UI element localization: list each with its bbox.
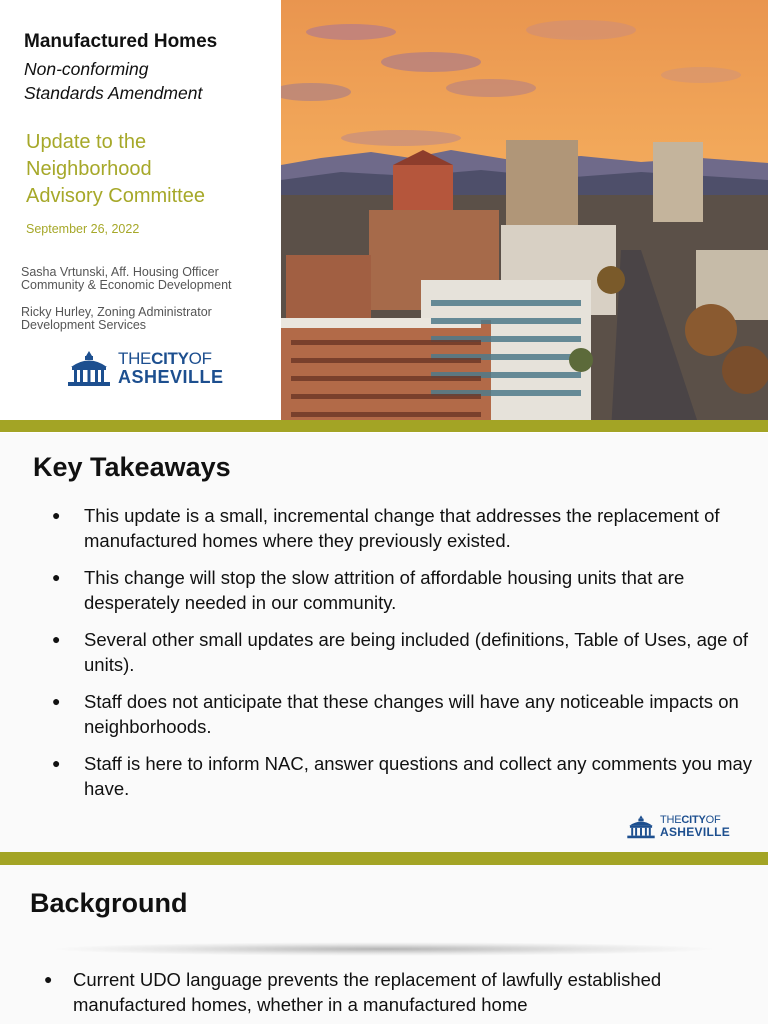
bullet-icon: ● bbox=[52, 693, 61, 709]
presenter-2 bbox=[21, 306, 212, 332]
city-hall-icon bbox=[626, 814, 656, 839]
logo-line-2: ASHEVILLE bbox=[660, 825, 731, 839]
list-item: ● This change will stop the slow attrition of affordable housing units that are desperately needed in our community. bbox=[52, 567, 685, 613]
bullet-icon: ● bbox=[44, 971, 53, 987]
bullet-icon: ● bbox=[52, 755, 61, 771]
city-hall-icon bbox=[66, 349, 112, 387]
presentation-title: Manufactured Homes bbox=[24, 31, 218, 52]
presentation-subtitle bbox=[24, 57, 202, 105]
title-panel bbox=[0, 0, 281, 420]
logo-line-1: THECITYOF bbox=[118, 349, 212, 368]
bullet-icon: ● bbox=[52, 569, 61, 585]
presenter-dept: Community & Economic Development bbox=[21, 278, 232, 292]
presenter-name: Ricky Hurley, Zoning Administrator bbox=[21, 305, 212, 319]
slide-background bbox=[0, 865, 768, 1024]
bullet-icon: ● bbox=[52, 631, 61, 647]
takeaway-list bbox=[52, 503, 752, 813]
presenter-dept: Development Services bbox=[21, 318, 147, 332]
update-line: Update to the bbox=[26, 131, 147, 153]
logo-line-2: ASHEVILLE bbox=[118, 367, 224, 387]
update-line: Advisory Committee bbox=[26, 185, 205, 207]
accent-bar bbox=[0, 852, 768, 865]
logo-line-1: THECITYOF bbox=[660, 814, 721, 826]
city-of-asheville-logo bbox=[626, 814, 730, 839]
subtitle-line: Non-conforming bbox=[24, 59, 149, 79]
list-item: ● This update is a small, incremental change that addresses the replacement of manufactured homes where they previously existed. bbox=[52, 505, 720, 551]
background-list bbox=[44, 967, 744, 1017]
update-line: Neighborhood bbox=[26, 158, 152, 180]
heading-divider bbox=[48, 942, 720, 956]
accent-bar bbox=[0, 420, 768, 432]
subtitle-line: Standards Amendment bbox=[24, 83, 203, 103]
presenter-name: Sasha Vrtunski, Aff. Housing Officer bbox=[21, 265, 219, 279]
city-of-asheville-logo bbox=[66, 349, 224, 387]
slide-heading: Key Takeaways bbox=[33, 452, 231, 482]
list-item: ● Staff is here to inform NAC, answer questions and collect any comments you may have. bbox=[52, 753, 753, 799]
bullet-icon: ● bbox=[52, 507, 61, 523]
presentation-date: September 26, 2022 bbox=[26, 222, 140, 236]
list-item: ● Current UDO language prevents the replacement of lawfully established manufactured homes, whether in a manufactured home bbox=[44, 969, 662, 1015]
update-heading bbox=[26, 129, 205, 210]
list-item: ● Several other small updates are being included (definitions, Table of Uses, age of units). bbox=[52, 629, 749, 675]
slide-heading: Background bbox=[30, 888, 188, 918]
slide-title bbox=[0, 0, 768, 432]
list-item: ● Staff does not anticipate that these changes will have any noticeable impacts on neighborhoods. bbox=[52, 691, 739, 737]
asheville-skyline-photo bbox=[281, 0, 768, 432]
presenter-1 bbox=[21, 266, 232, 292]
slide-key-takeaways bbox=[0, 433, 768, 852]
